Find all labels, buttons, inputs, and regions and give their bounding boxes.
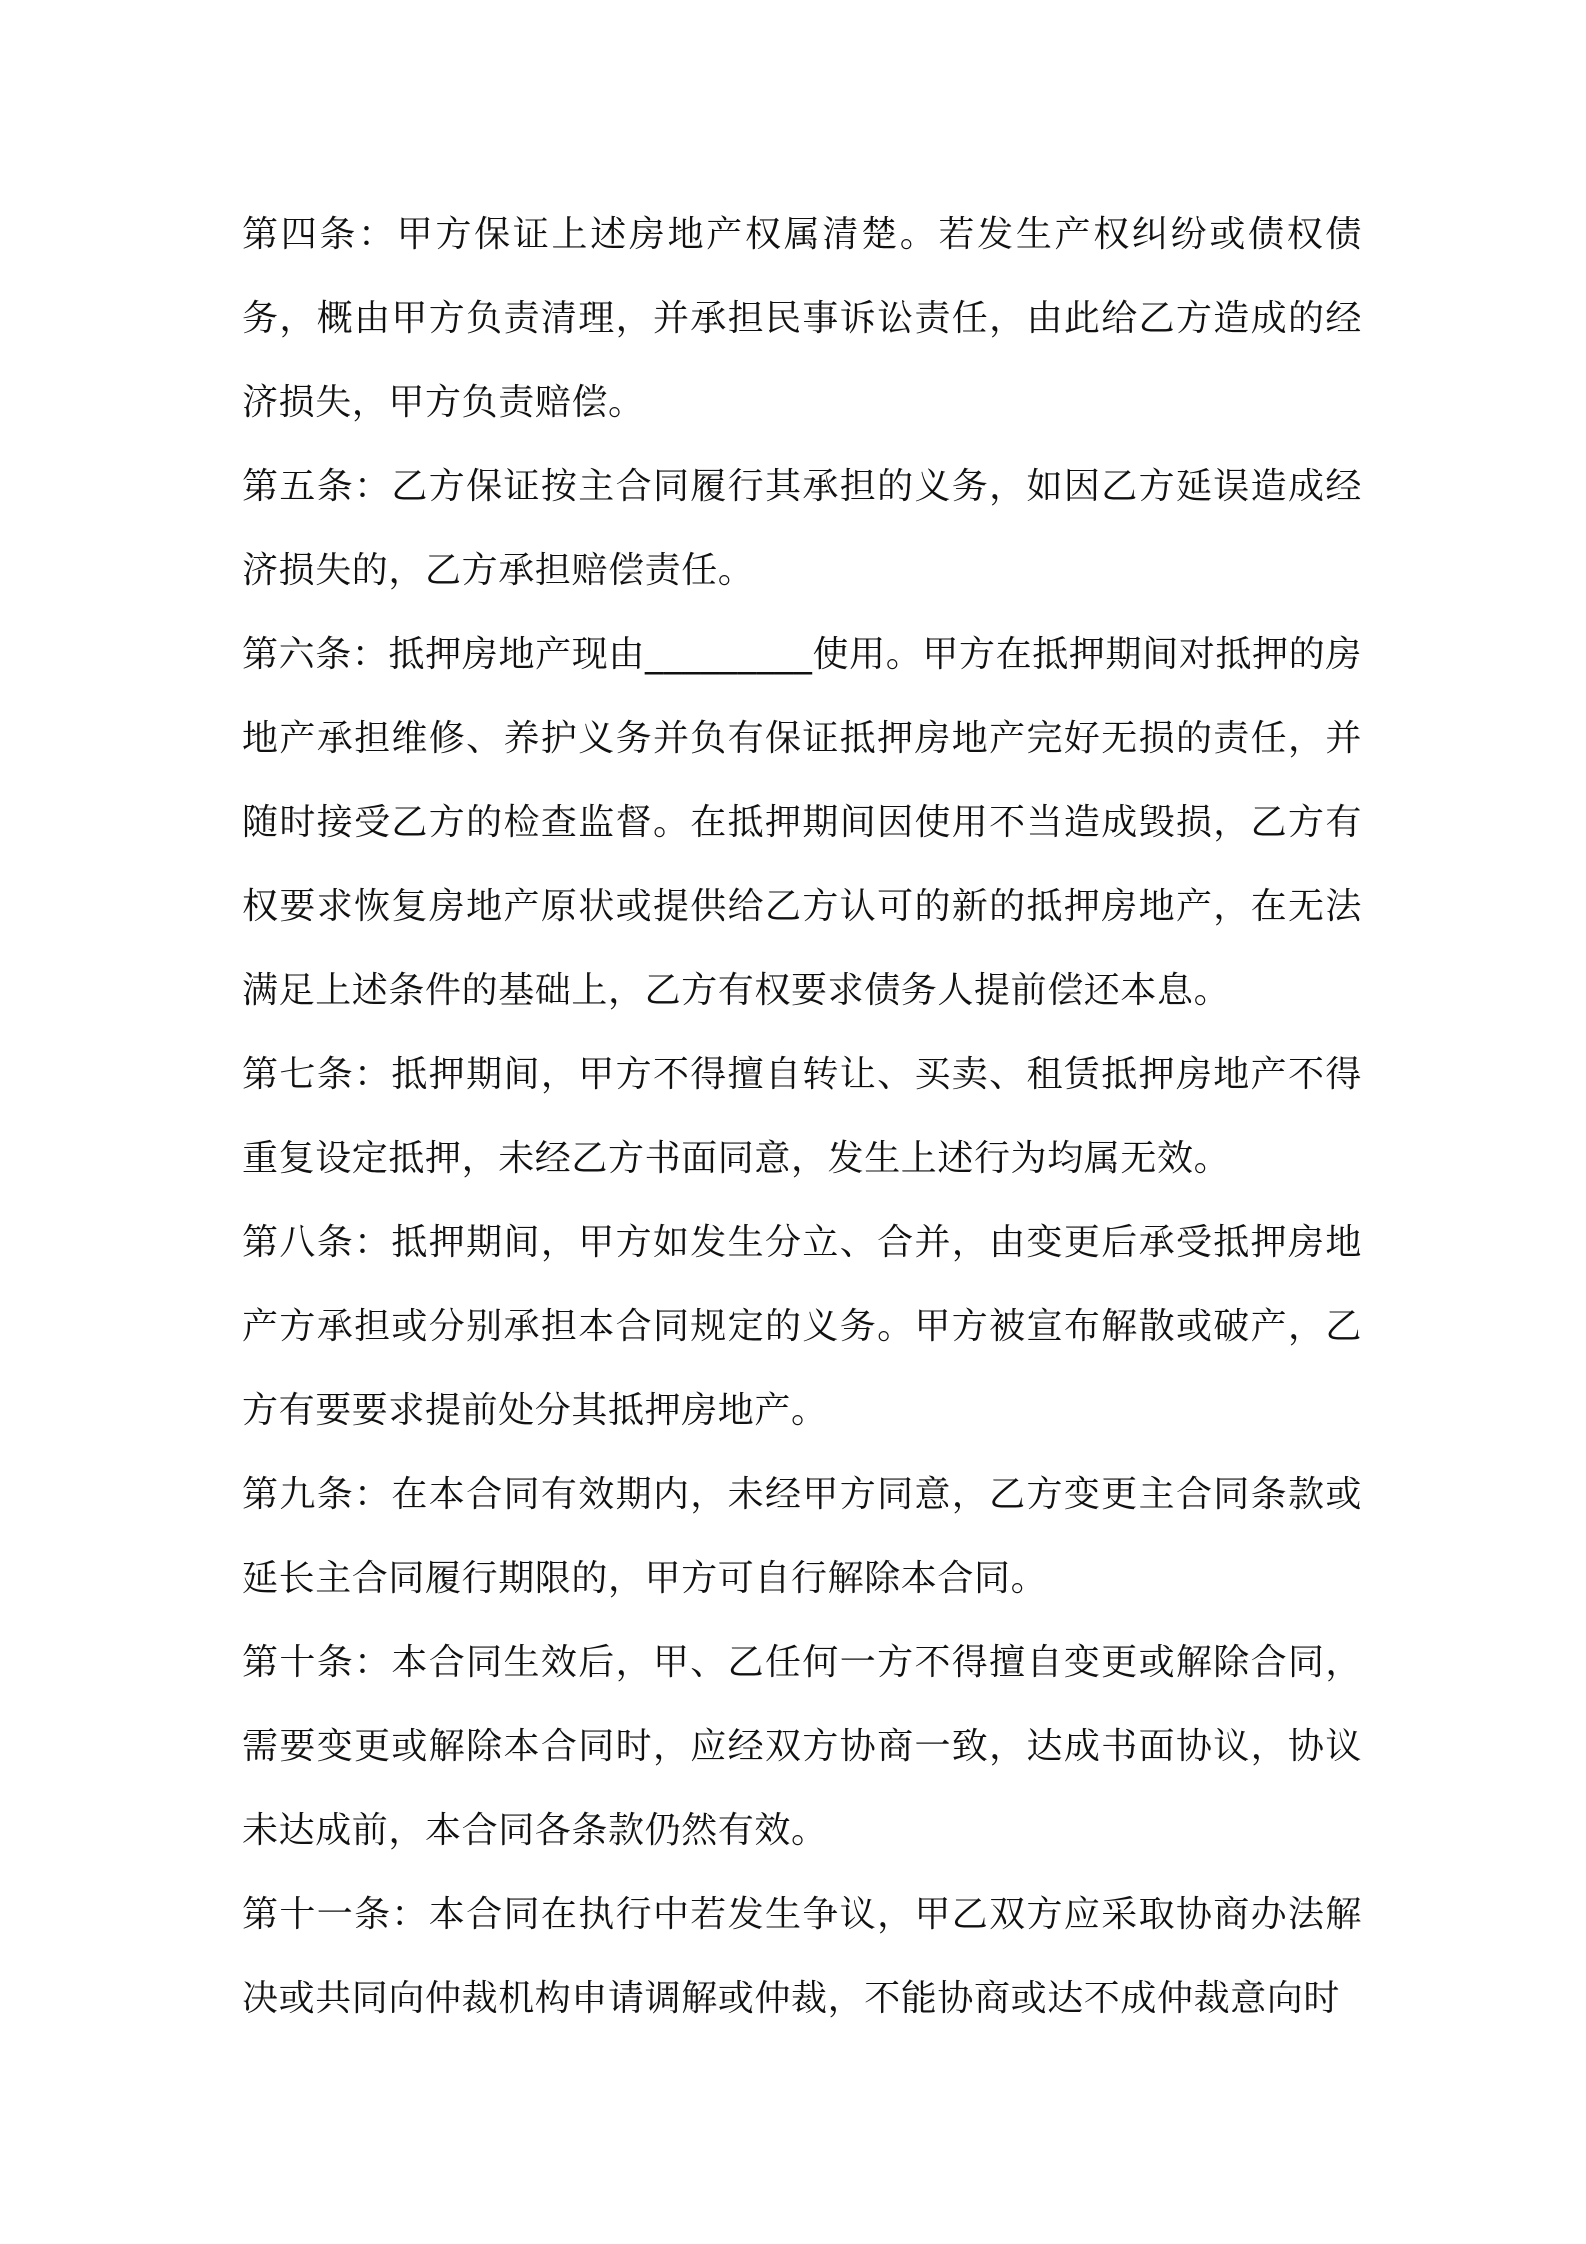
clause-4: 第四条：甲方保证上述房地产权属清楚。若发生产权纠纷或债权债务，概由甲方负责清理，并承担民事诉讼责任，由此给乙方造成的经济损失，甲方负责赔偿。 [242, 214, 1362, 423]
clause-5: 第五条：乙方保证按主合同履行其承担的义务，如因乙方延误造成经济损失的，乙方承担赔偿责任。 [242, 466, 1362, 591]
clause-10: 第十条：本合同生效后，甲、乙任何一方不得擅自变更或解除合同，需要变更或解除本合同时，应经双方协商一致，达成书面协议，协议未达成前，本合同各条款仍然有效。 [242, 1642, 1362, 1851]
clause-8: 第八条：抵押期间，甲方如发生分立、合并，由变更后承受抵押房地产方承担或分别承担本合同规定的义务。甲方被宣布解散或破产，乙方有要要求提前处分其抵押房地产。 [242, 1222, 1362, 1431]
clause-11: 第十一条：本合同在执行中若发生争议，甲乙双方应采取协商办法解决或共同向仲裁机构申请调解或仲裁，不能协商或达不成仲裁意向时 [242, 1894, 1362, 2019]
clause-7: 第七条：抵押期间，甲方不得擅自转让、买卖、租赁抵押房地产不得重复设定抵押，未经乙方书面同意，发生上述行为均属无效。 [242, 1054, 1362, 1179]
document-page [242, 193, 1362, 2041]
clause-9: 第九条：在本合同有效期内，未经甲方同意，乙方变更主合同条款或延长主合同履行期限的，甲方可自行解除本合同。 [242, 1474, 1362, 1599]
clause-6: 第六条：抵押房地产现由_________使用。甲方在抵押期间对抵押的房地产承担维修、养护义务并负有保证抵押房地产完好无损的责任，并随时接受乙方的检查监督。在抵押期间因使用不当造成毁损，乙方有权要求恢复房地产原状或提供给乙方认可的新的抵押房地产，在无法满足上述条件的基础上，乙方有权要求债务人提前偿还本息。 [242, 634, 1362, 1011]
